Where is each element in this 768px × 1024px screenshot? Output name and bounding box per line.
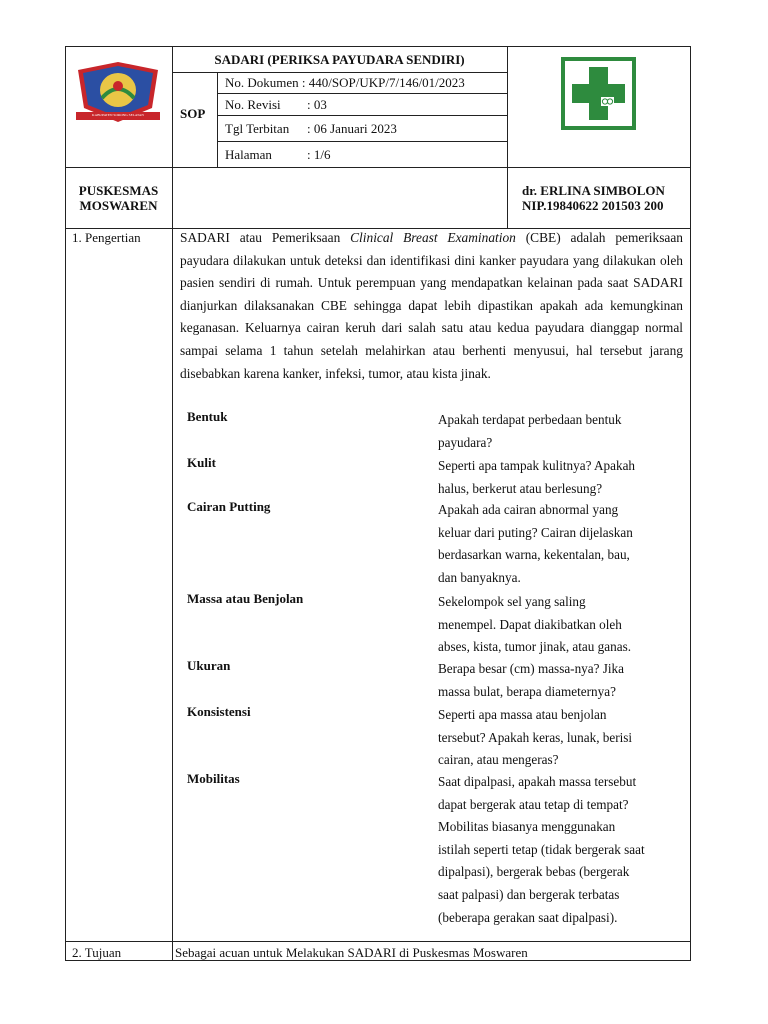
criteria-term: Konsistensi xyxy=(187,704,251,719)
issue-date-label: Tgl Terbitan xyxy=(225,121,290,136)
paragraph-text-rest: (CBE) adalah pemeriksaan payudara dilakukan untuk deteksi dan identifikasi dini kanker payudara yang dilakukan oleh pasien sendiri di rumah. Untuk perempuan yang mendapatkan kelainan pada saat SADARI dianjurkan dilaksanakan CBE sehingga dapat lebih dipastikan apakah ada kemungkinan keganasan. Keluarnya cairan keruh dari salah satu atau kedua payudara dianggap normal sampai selama 1 tahun setelah melahirkan atau berhenti menyusui, hal tersebut jarang disebabkan karena kanker, infeksi, tumor, atau kista jinak. xyxy=(180,230,683,381)
criteria-description xyxy=(438,771,688,929)
criteria-description-line: Seperti apa massa atau benjolan xyxy=(438,707,607,722)
criteria-description-line: berdasarkan warna, kekentalan, bau, xyxy=(438,547,630,563)
criteria-term: Massa atau Benjolan xyxy=(187,591,304,606)
criteria-description-line: abses, kista, tumor jinak, atau ganas. xyxy=(438,639,632,655)
criteria-term: Kulit xyxy=(187,455,216,470)
criteria-description xyxy=(438,704,688,772)
document-title: SADARI (PERIKSA PAYUDARA SENDIRI) xyxy=(214,52,465,67)
criteria-term: Ukuran xyxy=(187,658,231,673)
criteria-description-line: Apakah terdapat perbedaan bentuk xyxy=(438,412,622,427)
tujuan-text: Sebagai acuan untuk Melakukan SADARI di Puskesmas Moswaren xyxy=(175,945,528,960)
criteria-description xyxy=(438,499,688,589)
criteria-term: Cairan Putting xyxy=(187,499,271,514)
grid-line xyxy=(65,941,691,942)
criteria-term: Mobilitas xyxy=(187,771,240,786)
criteria-description xyxy=(438,409,688,454)
revision-value: : 03 xyxy=(307,97,327,112)
criteria-description-line: Sekelompok sel yang saling xyxy=(438,594,586,609)
criteria-description-line: massa bulat, berapa diameternya? xyxy=(438,683,616,699)
puskesmas-logo xyxy=(561,57,636,130)
grid-line xyxy=(217,141,507,142)
document-number: No. Dokumen : 440/SOP/UKP/7/146/01/2023 xyxy=(225,75,465,90)
criteria-description-line: dan banyaknya. xyxy=(438,569,521,585)
criteria-description-line: dapat bergerak atau tetap di tempat? xyxy=(438,796,629,812)
criteria-description-line: keluar dari puting? Cairan dijelaskan xyxy=(438,524,633,540)
criteria-description-line: tersebut? Apakah keras, lunak, berisi xyxy=(438,729,633,745)
paragraph-italic-term: Clinical Breast Examination xyxy=(350,230,516,245)
grid-line xyxy=(172,72,507,73)
criteria-description-line: Seperti apa tampak kulitnya? Apakah xyxy=(438,458,636,473)
grid-line xyxy=(217,115,507,116)
page-label: Halaman xyxy=(225,147,272,162)
grid-line xyxy=(507,46,508,228)
regency-logo-caption: KABUPATEN SORONG SELATAN xyxy=(92,113,144,117)
section-label-tujuan: 2. Tujuan xyxy=(72,945,122,960)
page-value: : 1/6 xyxy=(307,147,331,162)
criteria-description-line: payudara? xyxy=(438,434,493,450)
criteria-description-line: saat palpasi) dan bergerak terbatas xyxy=(438,886,620,902)
organization-name-line1: PUSKESMAS xyxy=(78,183,159,198)
criteria-description-line: istilah seperti tetap (tidak bergerak saat xyxy=(438,841,645,857)
regency-logo xyxy=(72,60,164,126)
grid-line xyxy=(217,93,507,94)
sop-label: SOP xyxy=(180,106,206,121)
signer-nip: NIP.19840622 201503 200 xyxy=(522,198,664,213)
grid-line xyxy=(65,167,691,168)
criteria-description-line: Apakah ada cairan abnormal yang xyxy=(438,502,619,517)
criteria-description-line: Berapa besar (cm) massa-nya? Jika xyxy=(438,661,625,676)
criteria-description xyxy=(438,591,688,659)
criteria-description-line: Mobilitas biasanya menggunakan xyxy=(438,819,616,835)
paragraph-text-start: SADARI atau Pemeriksaan xyxy=(180,230,351,245)
criteria-description-line: (beberapa gerakan saat dipalpasi). xyxy=(438,909,618,925)
issue-date-value: : 06 Januari 2023 xyxy=(307,121,397,136)
criteria-description xyxy=(438,455,688,500)
criteria-description-line: halus, berkerut atau berlesung? xyxy=(438,480,603,496)
grid-line xyxy=(217,72,218,167)
criteria-description-line: cairan, atau mengeras? xyxy=(438,752,559,768)
section-label-pengertian: 1. Pengertian xyxy=(72,230,141,245)
criteria-term: Bentuk xyxy=(187,409,228,424)
signer-name: dr. ERLINA SIMBOLON xyxy=(522,183,665,198)
definition-paragraph xyxy=(180,227,683,385)
criteria-description-line: dipalpasi), bergerak bebas (bergerak xyxy=(438,864,630,880)
grid-line xyxy=(172,46,173,960)
organization-name-line2: MOSWAREN xyxy=(79,198,158,213)
criteria-description xyxy=(438,658,688,703)
revision-label: No. Revisi xyxy=(225,97,281,112)
criteria-description-line: menempel. Dapat diakibatkan oleh xyxy=(438,616,622,632)
criteria-description-line: Saat dipalpasi, apakah massa tersebut xyxy=(438,774,637,789)
